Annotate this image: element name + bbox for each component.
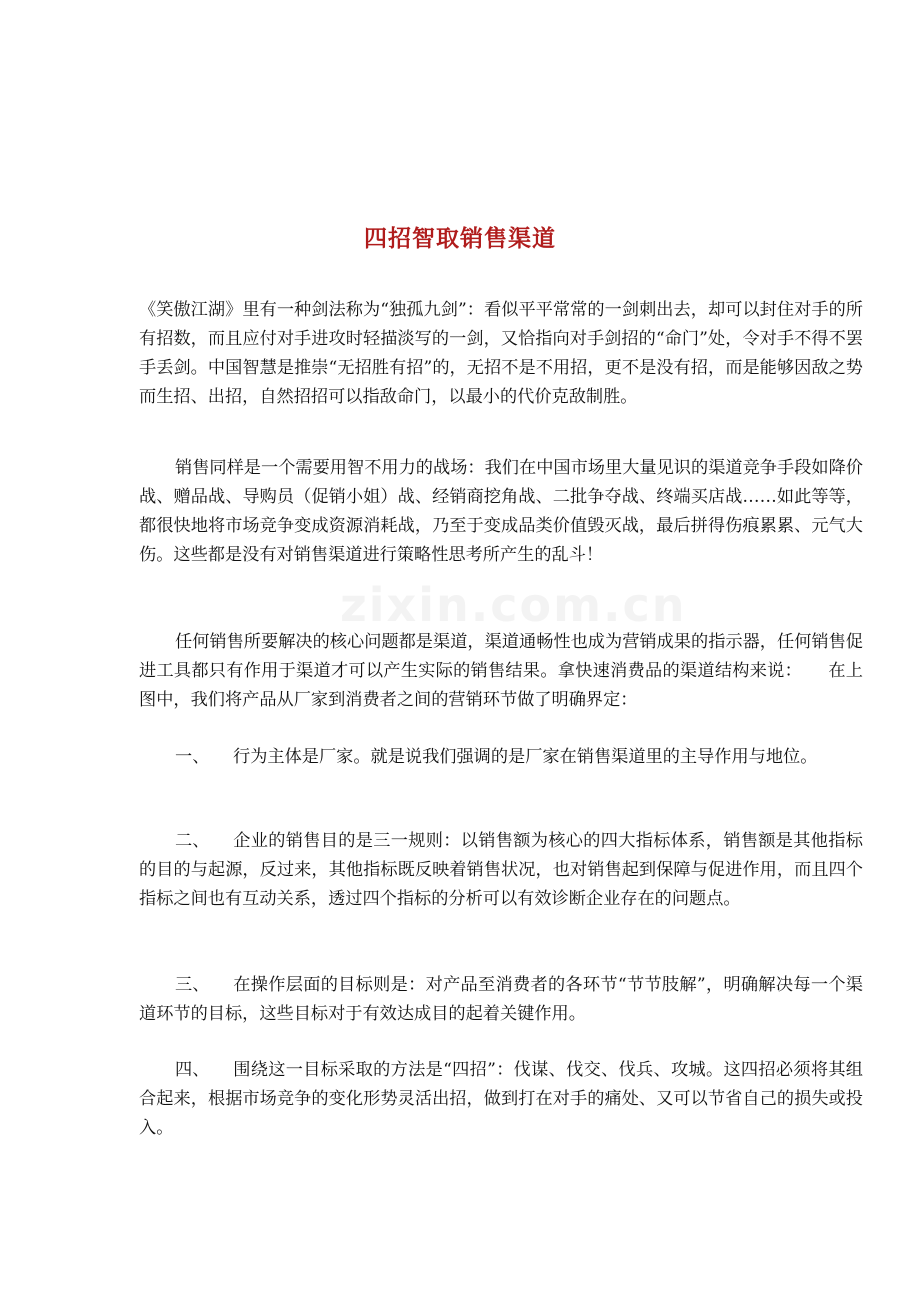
list-item-text: 企业的销售目的是三一规则：以销售额为核心的四大指标体系，销售额是其他指标的目的与起源，反过来，其他指标既反映着销售状况，也对销售起到保障与促进作用，而且四个指标之间也有互动关系，透过四个指标的分析可以有效诊断企业存在的问题点。 bbox=[139, 831, 863, 909]
paragraph-sales-battlefield: 销售同样是一个需要用智不用力的战场：我们在中国市场里大量见识的渠道竞争手段如降价战、赠品战、导购员（促销小姐）战、经销商挖角战、二批争夺战、终端买店战……如此等等，都很快地将市场竞争变成资源消耗战，乃至于变成品类价值毁灭战，最后拼得伤痕累累、元气大伤。这些都是没有对销售渠道进行策略性思考所产生的乱斗！ bbox=[139, 458, 863, 565]
paragraph-channel-core: 任何销售所要解决的核心问题都是渠道，渠道通畅性也成为营销成果的指示器，任何销售促进工具都只有作用于渠道才可以产生实际的销售结果。拿快速消费品的渠道结构来说： 在上图中，我们将产品从厂家到消费者之间的营销环节做了明确界定： bbox=[139, 632, 863, 710]
list-item-2 bbox=[139, 827, 863, 914]
list-item-number: 一、 bbox=[175, 747, 210, 767]
list-item-text: 在操作层面的目标则是：对产品至消费者的各环节“节节肢解”，明确解决每一个渠道环节的目标，这些目标对于有效达成目的起着关键作用。 bbox=[139, 975, 863, 1024]
document-title: 四招智取销售渠道 bbox=[364, 226, 556, 252]
list-item-number: 三、 bbox=[175, 975, 210, 995]
list-item-4 bbox=[139, 1056, 863, 1143]
list-item-number: 四、 bbox=[175, 1060, 210, 1080]
list-item-1 bbox=[139, 743, 863, 772]
list-item-text: 围绕这一目标采取的方法是“四招”：伐谋、伐交、伐兵、攻城。这四招必须将其组合起来，根据市场竞争的变化形势灵活出招，做到打在对手的痛处、又可以节省自己的损失或投入。 bbox=[139, 1060, 863, 1138]
paragraph-intro: 《笑傲江湖》里有一种剑法称为“独孤九剑”：看似平平常常的一剑刺出去，却可以封住对手的所有招数，而且应付对手进攻时轻描淡写的一剑，又恰指向对手剑招的“命门”处，令对手不得不罢手丢剑。中国智慧是推崇“无招胜有招”的，无招不是不用招，更不是没有招，而是能够因敌之势而生招、出招，自然招招可以指敌命门，以最小的代价克敌制胜。 bbox=[139, 300, 863, 407]
list-item-3 bbox=[139, 971, 863, 1029]
list-item-number: 二、 bbox=[175, 831, 210, 851]
list-item-text: 行为主体是厂家。就是说我们强调的是厂家在销售渠道里的主导作用与地位。 bbox=[233, 747, 818, 767]
watermark: zixin.com.cn bbox=[340, 578, 687, 632]
